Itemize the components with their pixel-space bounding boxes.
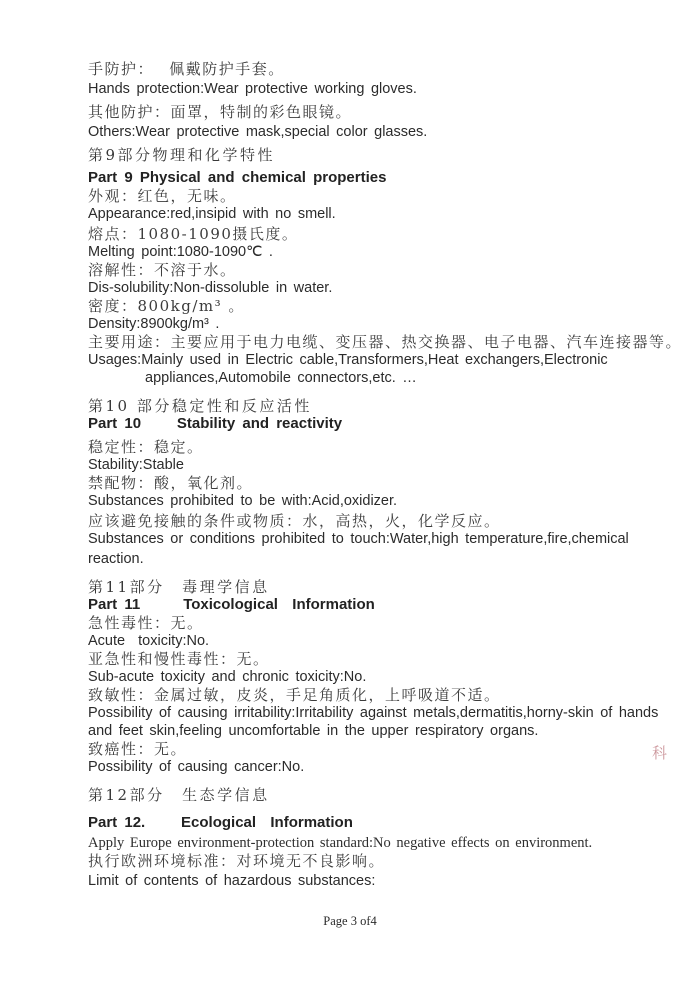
document-body <box>88 60 682 890</box>
line-zh: 应该避免接触的条件或物质：水，高热，火，化学反应。 <box>88 512 501 530</box>
line-zh: 亚急性和慢性毒性：无。 <box>88 650 270 668</box>
line-en: Acute toxicity:No. <box>88 633 210 649</box>
line-zh: 其他防护：面罩，特制的彩色眼镜。 <box>88 103 353 121</box>
line-en: reaction. <box>88 551 144 567</box>
line-en: Stability:Stable <box>88 457 184 473</box>
section-heading-en: Part 9 Physical and chemical properties <box>88 169 387 186</box>
section-heading-zh: 第12部分 生态学信息 <box>88 786 270 804</box>
line-zh: 急性毒性：无。 <box>88 614 204 632</box>
page-number: Page 3 of4 <box>323 914 377 928</box>
line-en: Sub-acute toxicity and chronic toxicity:No. <box>88 669 367 685</box>
line-en: Appearance:red,insipid with no smell. <box>88 206 336 222</box>
section-heading-en: Part 11 Toxicological Information <box>88 596 375 613</box>
line-zh: 密度：800kg/m³ 。 <box>88 297 245 315</box>
line-zh: 手防护： 佩戴防护手套。 <box>88 60 285 78</box>
line-en: appliances,Automobile connectors,etc. … <box>145 370 417 386</box>
line-zh: 外观：红色，无味。 <box>88 187 237 205</box>
line-zh: 溶解性：不溶于水。 <box>88 261 237 279</box>
line-en: Substances or conditions prohibited to touch:Water,high temperature,fire,chemical <box>88 531 629 547</box>
line-en: Others:Wear protective mask,special color glasses. <box>88 124 428 140</box>
line-zh: 稳定性：稳定。 <box>88 438 204 456</box>
section-heading-en: Part 12. Ecological Information <box>88 814 353 831</box>
line-en: Usages:Mainly used in Electric cable,Transformers,Heat exchangers,Electronic <box>88 352 608 368</box>
line-en: Limit of contents of hazardous substances: <box>88 873 376 889</box>
line-zh: 主要用途：主要应用于电力电缆、变压器、热交换器、电子电器、汽车连接器等。 <box>88 333 683 351</box>
line-en: Melting point:1080-1090℃ . <box>88 244 273 260</box>
line-zh: 禁配物：酸，氧化剂。 <box>88 474 254 492</box>
watermark-character: 科 <box>652 744 668 762</box>
section-heading-zh: 第10 部分稳定性和反应活性 <box>88 397 312 415</box>
line-en: Hands protection:Wear protective working gloves. <box>88 81 417 97</box>
line-en: and feet skin,feeling uncomfortable in the upper respiratory organs. <box>88 723 539 739</box>
line-en: Dis-solubility:Non-dissoluble in water. <box>88 280 333 296</box>
line-en: Substances prohibited to be with:Acid,oxidizer. <box>88 493 398 509</box>
line-zh: 执行欧洲环境标准：对环境无不良影响。 <box>88 852 386 870</box>
line-zh: 致癌性：无。 <box>88 740 188 758</box>
line-en: Density:8900kg/m³ . <box>88 316 220 332</box>
line-en: Possibility of causing irritability:Irritability against metals,dermatitis,horny-skin of hands <box>88 705 659 721</box>
section-heading-en: Part 10 Stability and reactivity <box>88 415 343 432</box>
line-en: Possibility of causing cancer:No. <box>88 759 305 775</box>
section-heading-zh: 第9部分物理和化学特性 <box>88 146 276 164</box>
section-heading-zh: 第11部分 毒理学信息 <box>88 578 270 596</box>
line-zh: 致敏性：金属过敏，皮炎，手足角质化，上呼吸道不适。 <box>88 686 501 704</box>
line-zh: 熔点：1080-1090摄氏度。 <box>88 225 299 243</box>
line-en-serif: Apply Europe environment-protection standard:No negative effects on environment. <box>88 835 593 851</box>
